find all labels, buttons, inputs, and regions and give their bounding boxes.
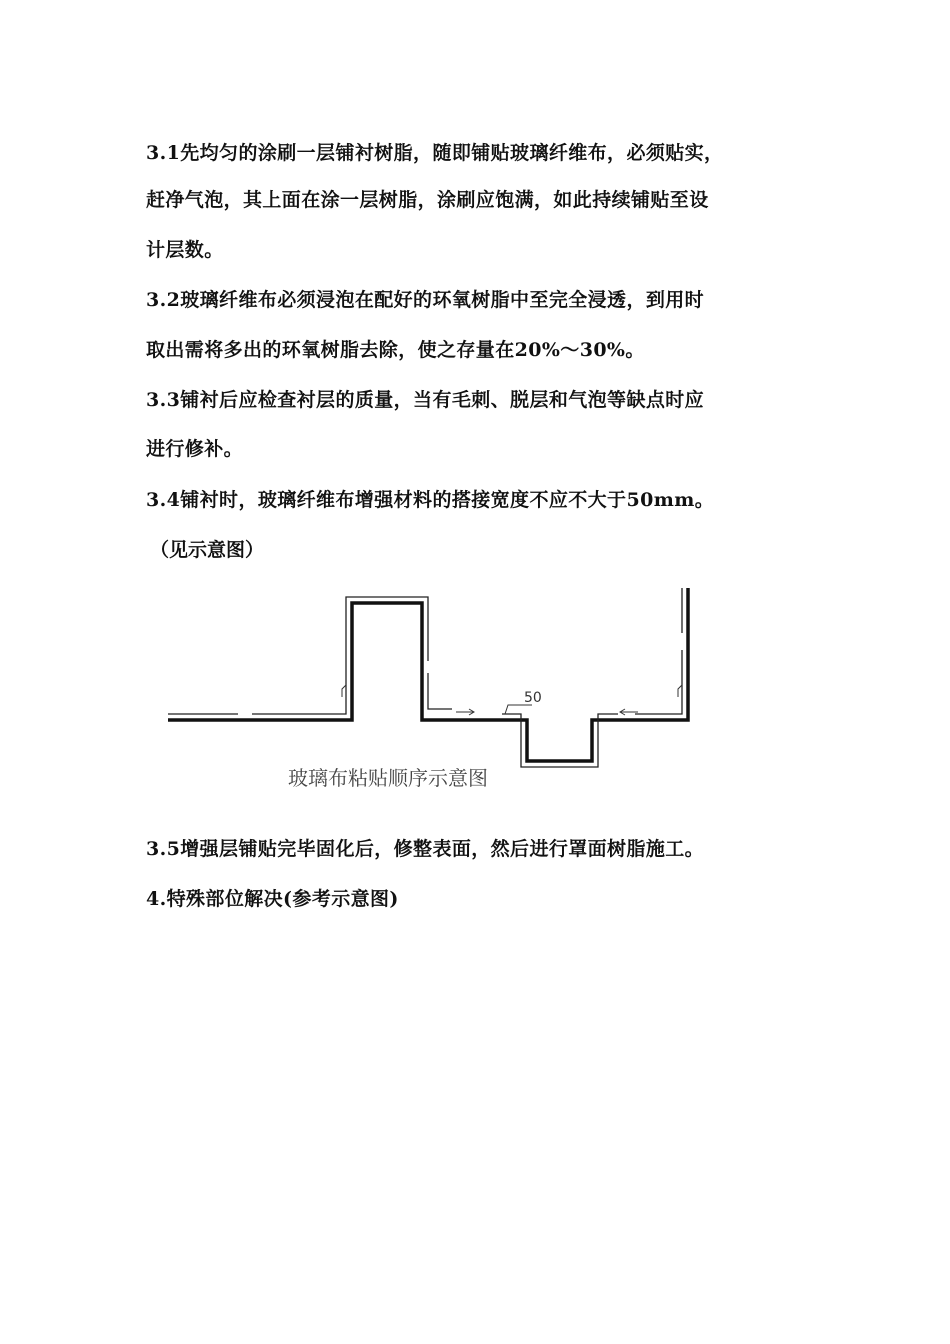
section-3-1-line-3: 计层数。 bbox=[146, 239, 224, 261]
diagram-svg bbox=[160, 585, 720, 800]
overlap-step bbox=[505, 705, 532, 714]
section-3-4-note: （见示意图） bbox=[150, 539, 265, 561]
section-3-2-line-2: 取出需将多出的环氧树脂去除，使之存量在20%～30%。 bbox=[146, 339, 645, 361]
lining-line-left bbox=[168, 597, 452, 714]
section-4-line-1: 4.特殊部位解决(参考示意图) bbox=[146, 888, 399, 910]
lining-line-right bbox=[635, 588, 682, 714]
section-3-2-line-1: 3.2玻璃纤维布必须浸泡在配好的环氧树脂中至完全浸透，到用时 bbox=[146, 289, 705, 311]
section-3-1-line-1: 3.1先均匀的涂刷一层铺衬树脂，随即铺贴玻璃纤维布，必须贴实， bbox=[146, 142, 724, 164]
arrow-right-icon bbox=[456, 709, 474, 715]
section-3-3-line-2: 进行修补。 bbox=[146, 438, 244, 460]
section-3-1-line-2: 赶净气泡，其上面在涂一层树脂，涂刷应饱满，如此持续铺贴至设 bbox=[146, 189, 709, 211]
section-3-5-line-1: 3.5增强层铺贴完毕固化后，修整表面，然后进行罩面树脂施工。 bbox=[146, 838, 705, 860]
glass-cloth-sequence-diagram bbox=[160, 585, 720, 800]
section-3-4-line-1: 3.4铺衬时，玻璃纤维布增强材料的搭接宽度不应不大于50mm。 bbox=[146, 489, 715, 511]
overlap-width-label: 50 bbox=[524, 690, 542, 706]
section-3-3-line-1: 3.3铺衬后应检查衬层的质量，当有毛刺、脱层和气泡等缺点时应 bbox=[146, 389, 705, 411]
diagram-caption: 玻璃布粘贴顺序示意图 bbox=[288, 766, 488, 790]
lining-line-trench bbox=[502, 714, 618, 767]
